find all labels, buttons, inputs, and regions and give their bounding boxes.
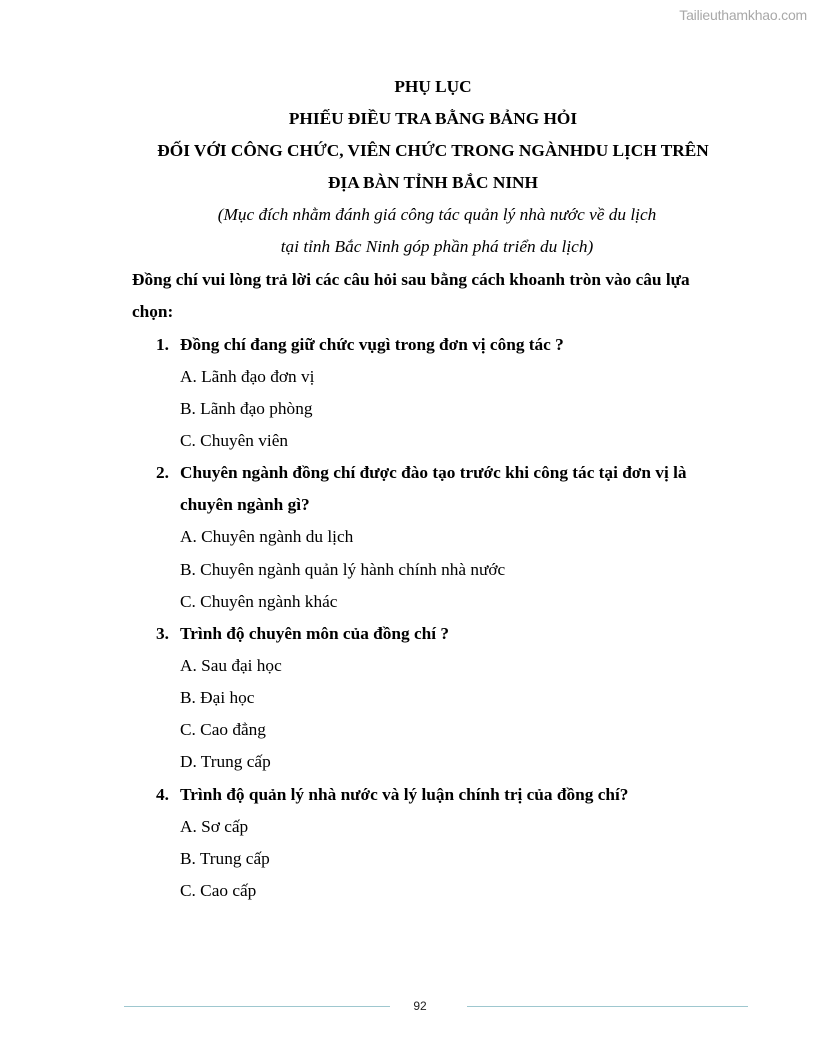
footer-divider-left [124, 1006, 390, 1007]
answer-option: C. Chuyên viên [180, 431, 288, 450]
watermark: Tailieuthamkhao.com [679, 7, 807, 23]
question-text: Đồng chí đang giữ chức vụgì trong đơn vị công tác ? [180, 335, 564, 354]
instruction-line-1: Đồng chí vui lòng trả lời các câu hỏi sau bằng cách khoanh tròn vào câu lựa [132, 270, 690, 289]
answer-option: C. Cao đẳng [180, 720, 266, 739]
page-number: 92 [413, 999, 427, 1013]
question-number: 1. [156, 335, 169, 354]
location-title: ĐỊA BÀN TỈNH BẮC NINH [328, 173, 538, 192]
question-text: Chuyên ngành đồng chí được đào tạo trước khi công tác tại đơn vị là [180, 463, 687, 482]
question-number: 4. [156, 785, 169, 804]
question-text-continued: chuyên ngành gì? [180, 495, 310, 514]
purpose-line-1: (Mục đích nhằm đánh giá công tác quản lý nhà nước về du lịch [217, 205, 657, 224]
survey-title: PHIẾU ĐIỀU TRA BẰNG BẢNG HỎI [288, 109, 578, 128]
answer-option: B. Trung cấp [180, 849, 270, 868]
question-number: 2. [156, 463, 169, 482]
answer-option: A. Chuyên ngành du lịch [180, 527, 354, 546]
question-text: Trình độ quản lý nhà nước và lý luận chính trị của đồng chí? [180, 785, 629, 804]
answer-option: B. Lãnh đạo phòng [180, 399, 313, 418]
answer-option: B. Chuyên ngành quản lý hành chính nhà nước [180, 560, 506, 579]
footer-divider-right [467, 1006, 748, 1007]
target-group-title: ĐỐI VỚI CÔNG CHỨC, VIÊN CHỨC TRONG NGÀNHDU LỊCH TRÊN [157, 141, 709, 160]
purpose-line-2: tại tỉnh Bắc Ninh góp phần phá triển du lịch) [280, 237, 594, 256]
answer-option: A. Sơ cấp [180, 817, 249, 836]
answer-option: C. Chuyên ngành khác [180, 592, 338, 611]
answer-option: B. Đại học [180, 688, 255, 707]
appendix-title: PHỤ LỤC [394, 77, 472, 96]
answer-option: D. Trung cấp [180, 752, 271, 771]
question-text: Trình độ chuyên môn của đồng chí ? [180, 624, 450, 643]
question-number: 3. [156, 624, 169, 643]
answer-option: A. Lãnh đạo đơn vị [180, 367, 315, 386]
answer-option: C. Cao cấp [180, 881, 257, 900]
answer-option: A. Sau đại học [180, 656, 282, 675]
instruction-line-2: chọn: [132, 302, 174, 321]
